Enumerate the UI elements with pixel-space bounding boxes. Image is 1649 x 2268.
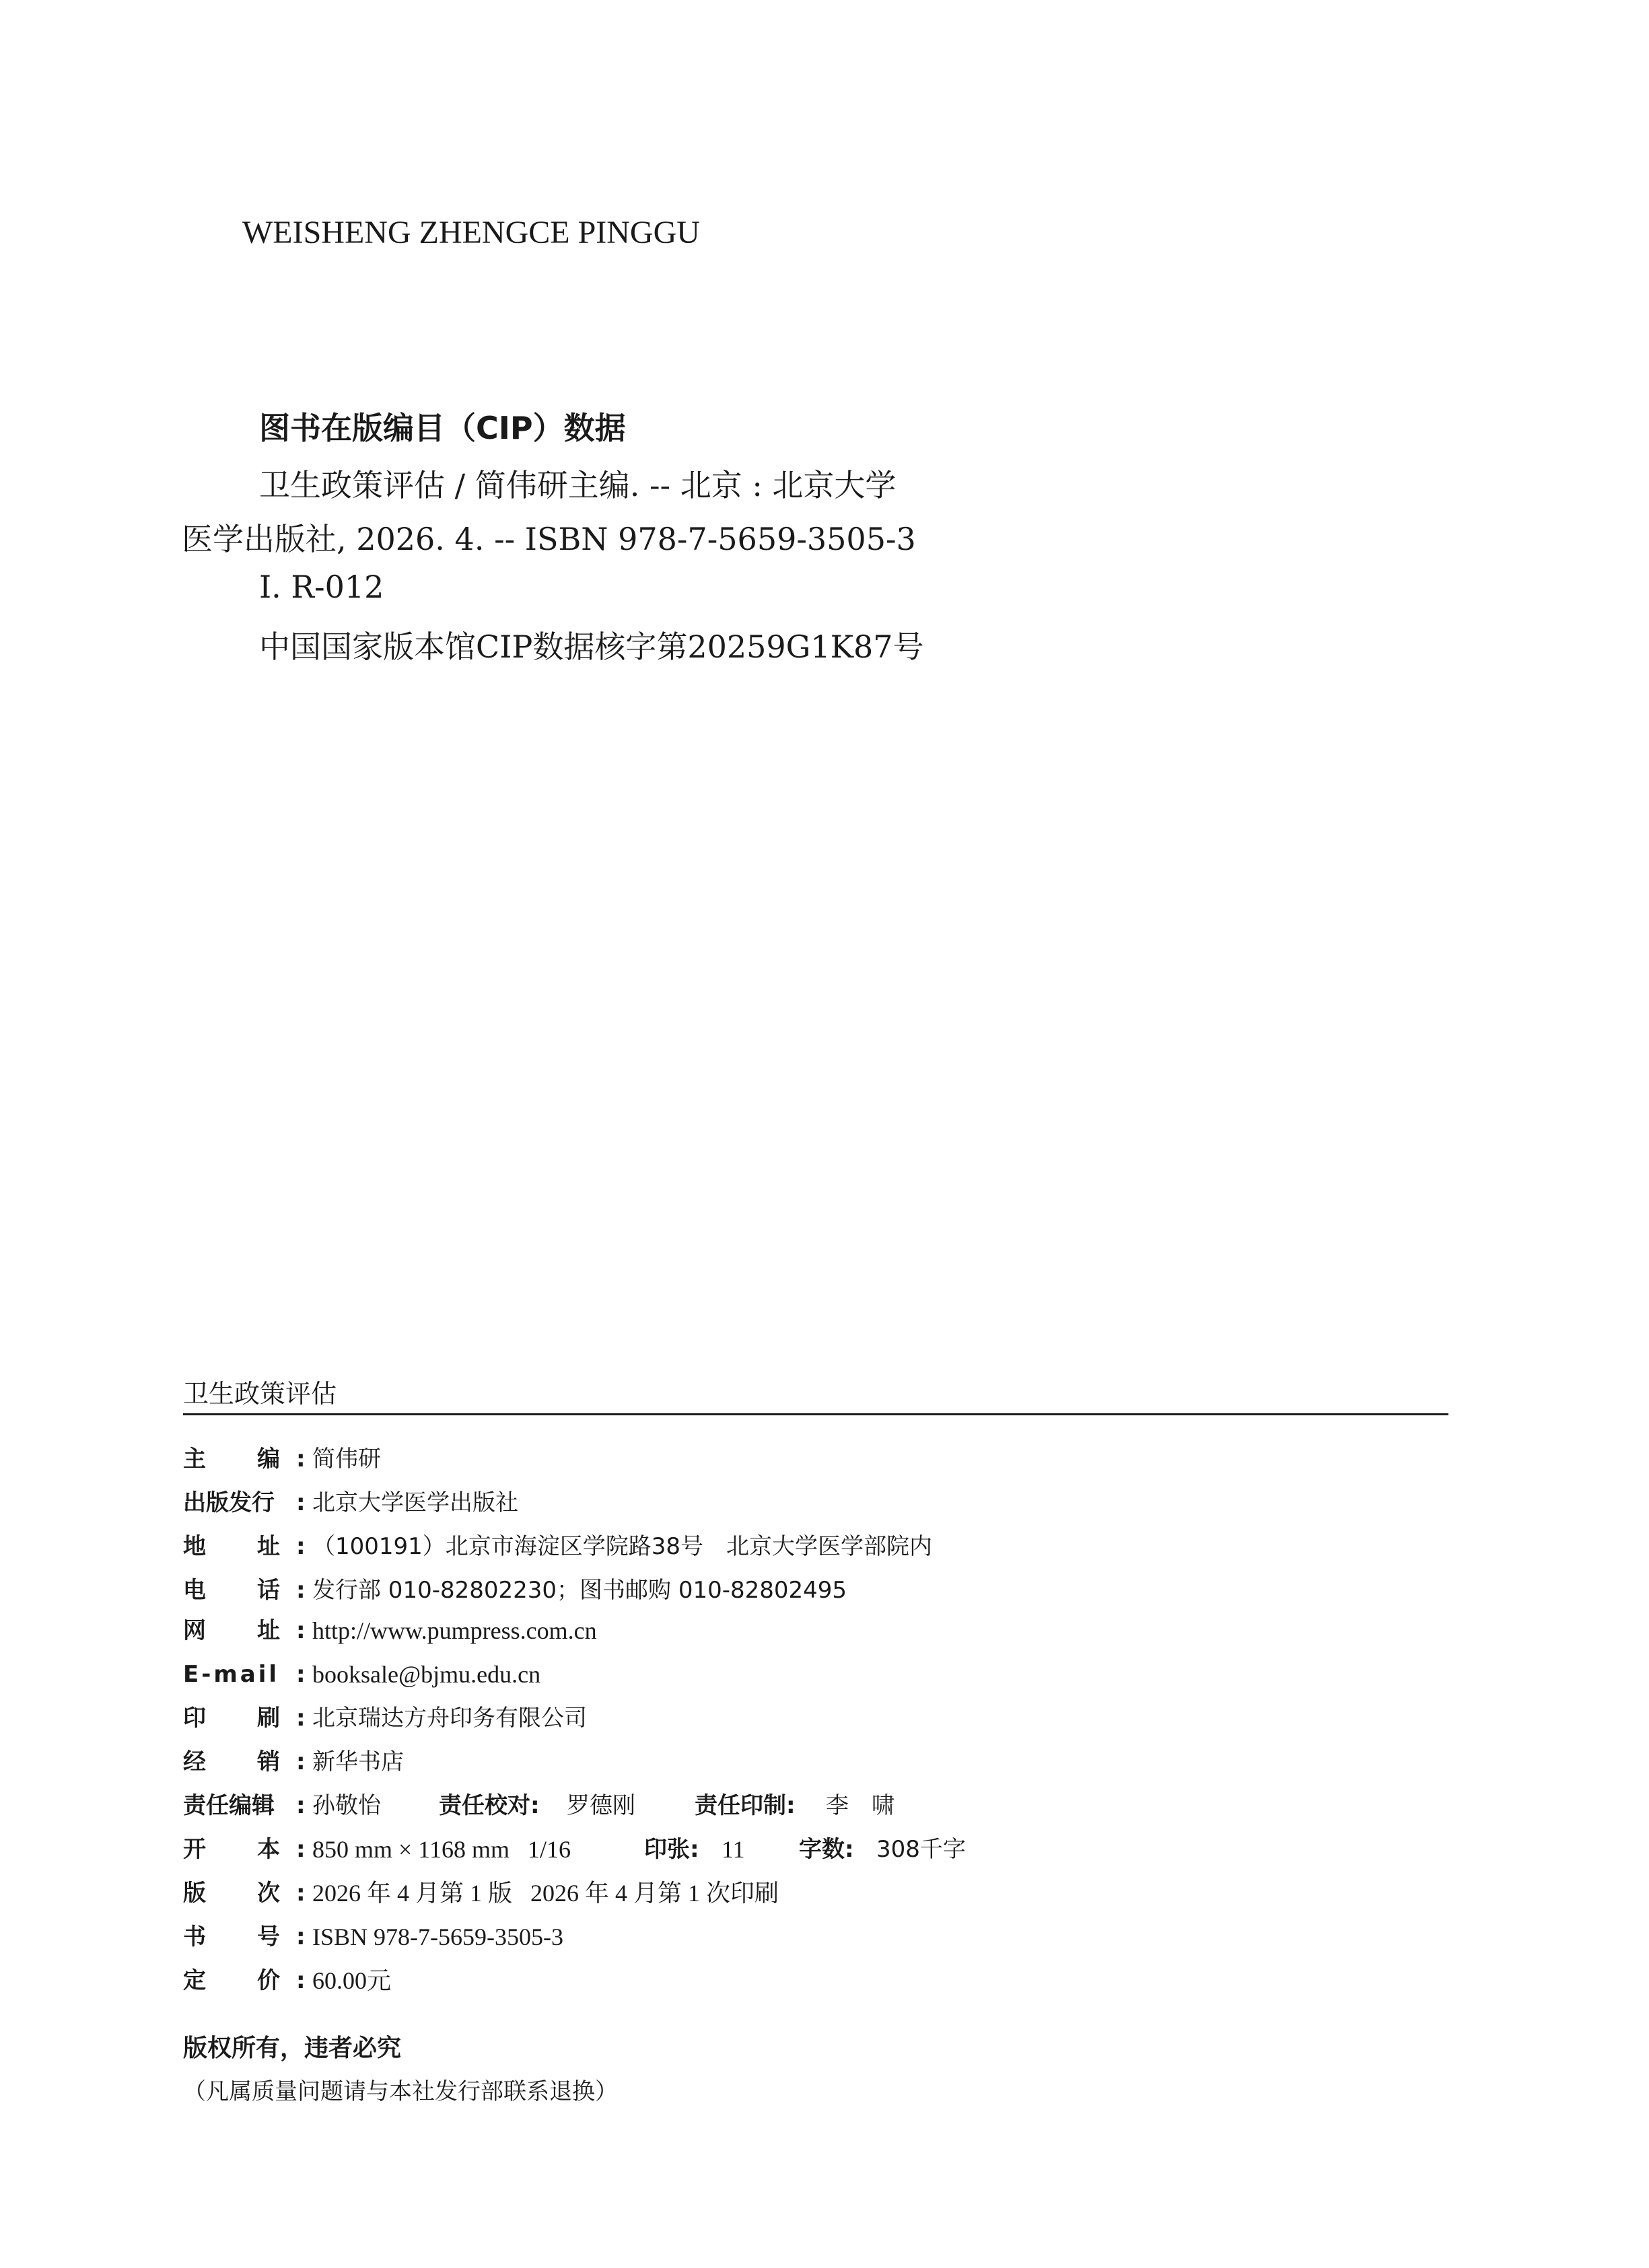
staff-proofread-value: 罗德刚 bbox=[567, 1792, 635, 1819]
price-value: 60.00元 bbox=[312, 1967, 392, 1994]
cip-line-2: 医学出版社, 2026. 4. -- ISBN 978-7-5659-3505-3 bbox=[182, 521, 916, 557]
rights-statement: 版权所有，违者必究 bbox=[183, 2034, 402, 2062]
row-staff bbox=[183, 1789, 1058, 1822]
printer-label: 印 刷 : bbox=[183, 1705, 306, 1732]
address-value: （100191）北京市海淀区学院路38号 北京大学医学部院内 bbox=[312, 1533, 933, 1560]
phone-label: 电 话 : bbox=[183, 1577, 306, 1604]
staff-print-value: 李 啸 bbox=[826, 1792, 894, 1819]
cip-line-1: 卫生政策评估 / 简伟研主编. -- 北京 : 北京大学 bbox=[259, 467, 897, 503]
edition-value: 2026 年 4 月第 1 版 2026 年 4 月第 1 次印刷 bbox=[312, 1880, 779, 1907]
printer-value: 北京瑞达方舟印务有限公司 bbox=[312, 1705, 587, 1732]
words-value: 308千字 bbox=[876, 1836, 966, 1863]
editor-value: 简伟研 bbox=[312, 1446, 381, 1473]
isbn-label: 书 号 : bbox=[183, 1923, 306, 1950]
address-label: 地 址 : bbox=[183, 1533, 306, 1560]
cip-line-3: Ⅰ. R-012 bbox=[259, 569, 384, 605]
pinyin-title: WEISHENG ZHENGCE PINGGU bbox=[242, 215, 700, 250]
cip-heading: 图书在版编目（CIP）数据 bbox=[259, 410, 626, 446]
format-label: 开 本 : bbox=[183, 1836, 306, 1863]
staff-print-label: 责任印制: bbox=[695, 1792, 796, 1819]
email-label: E-mail : bbox=[183, 1661, 306, 1688]
phone-value: 发行部 010-82802230；图书邮购 010-82802495 bbox=[312, 1577, 847, 1604]
publisher-label: 出版发行 : bbox=[183, 1489, 306, 1516]
email-link[interactable]: booksale@bjmu.edu.cn bbox=[312, 1661, 541, 1688]
format-size: 850 mm × 1168 mm 1/16 bbox=[312, 1836, 571, 1863]
sheets-label: 印张: bbox=[644, 1836, 699, 1863]
return-notice: （凡属质量问题请与本社发行部联系退换） bbox=[183, 2078, 618, 2105]
price-label: 定 价 : bbox=[183, 1967, 306, 1994]
staff-proofread-label: 责任校对: bbox=[439, 1792, 540, 1819]
words-label: 字数: bbox=[799, 1836, 854, 1863]
edition-label: 版 次 : bbox=[183, 1880, 306, 1907]
website-link[interactable]: http://www.pumpress.com.cn bbox=[312, 1617, 597, 1644]
divider-rule bbox=[183, 1413, 1448, 1415]
staff-editor-value: 孙敬怡 bbox=[312, 1792, 381, 1819]
cip-line-4: 中国国家版本馆CIP数据核字第20259G1K87号 bbox=[259, 629, 924, 665]
book-title: 卫生政策评估 bbox=[183, 1379, 337, 1409]
sheets-value: 11 bbox=[722, 1836, 745, 1863]
website-label: 网 址 : bbox=[183, 1617, 306, 1644]
staff-editor-label: 责任编辑 : bbox=[183, 1792, 306, 1819]
distributor-value: 新华书店 bbox=[312, 1748, 404, 1775]
isbn-value: ISBN 978-7-5659-3505-3 bbox=[312, 1923, 563, 1950]
publisher-value: 北京大学医学出版社 bbox=[312, 1489, 518, 1516]
distributor-label: 经 销 : bbox=[183, 1748, 306, 1775]
row-format bbox=[183, 1833, 1058, 1866]
editor-label: 主 编 : bbox=[183, 1446, 306, 1473]
